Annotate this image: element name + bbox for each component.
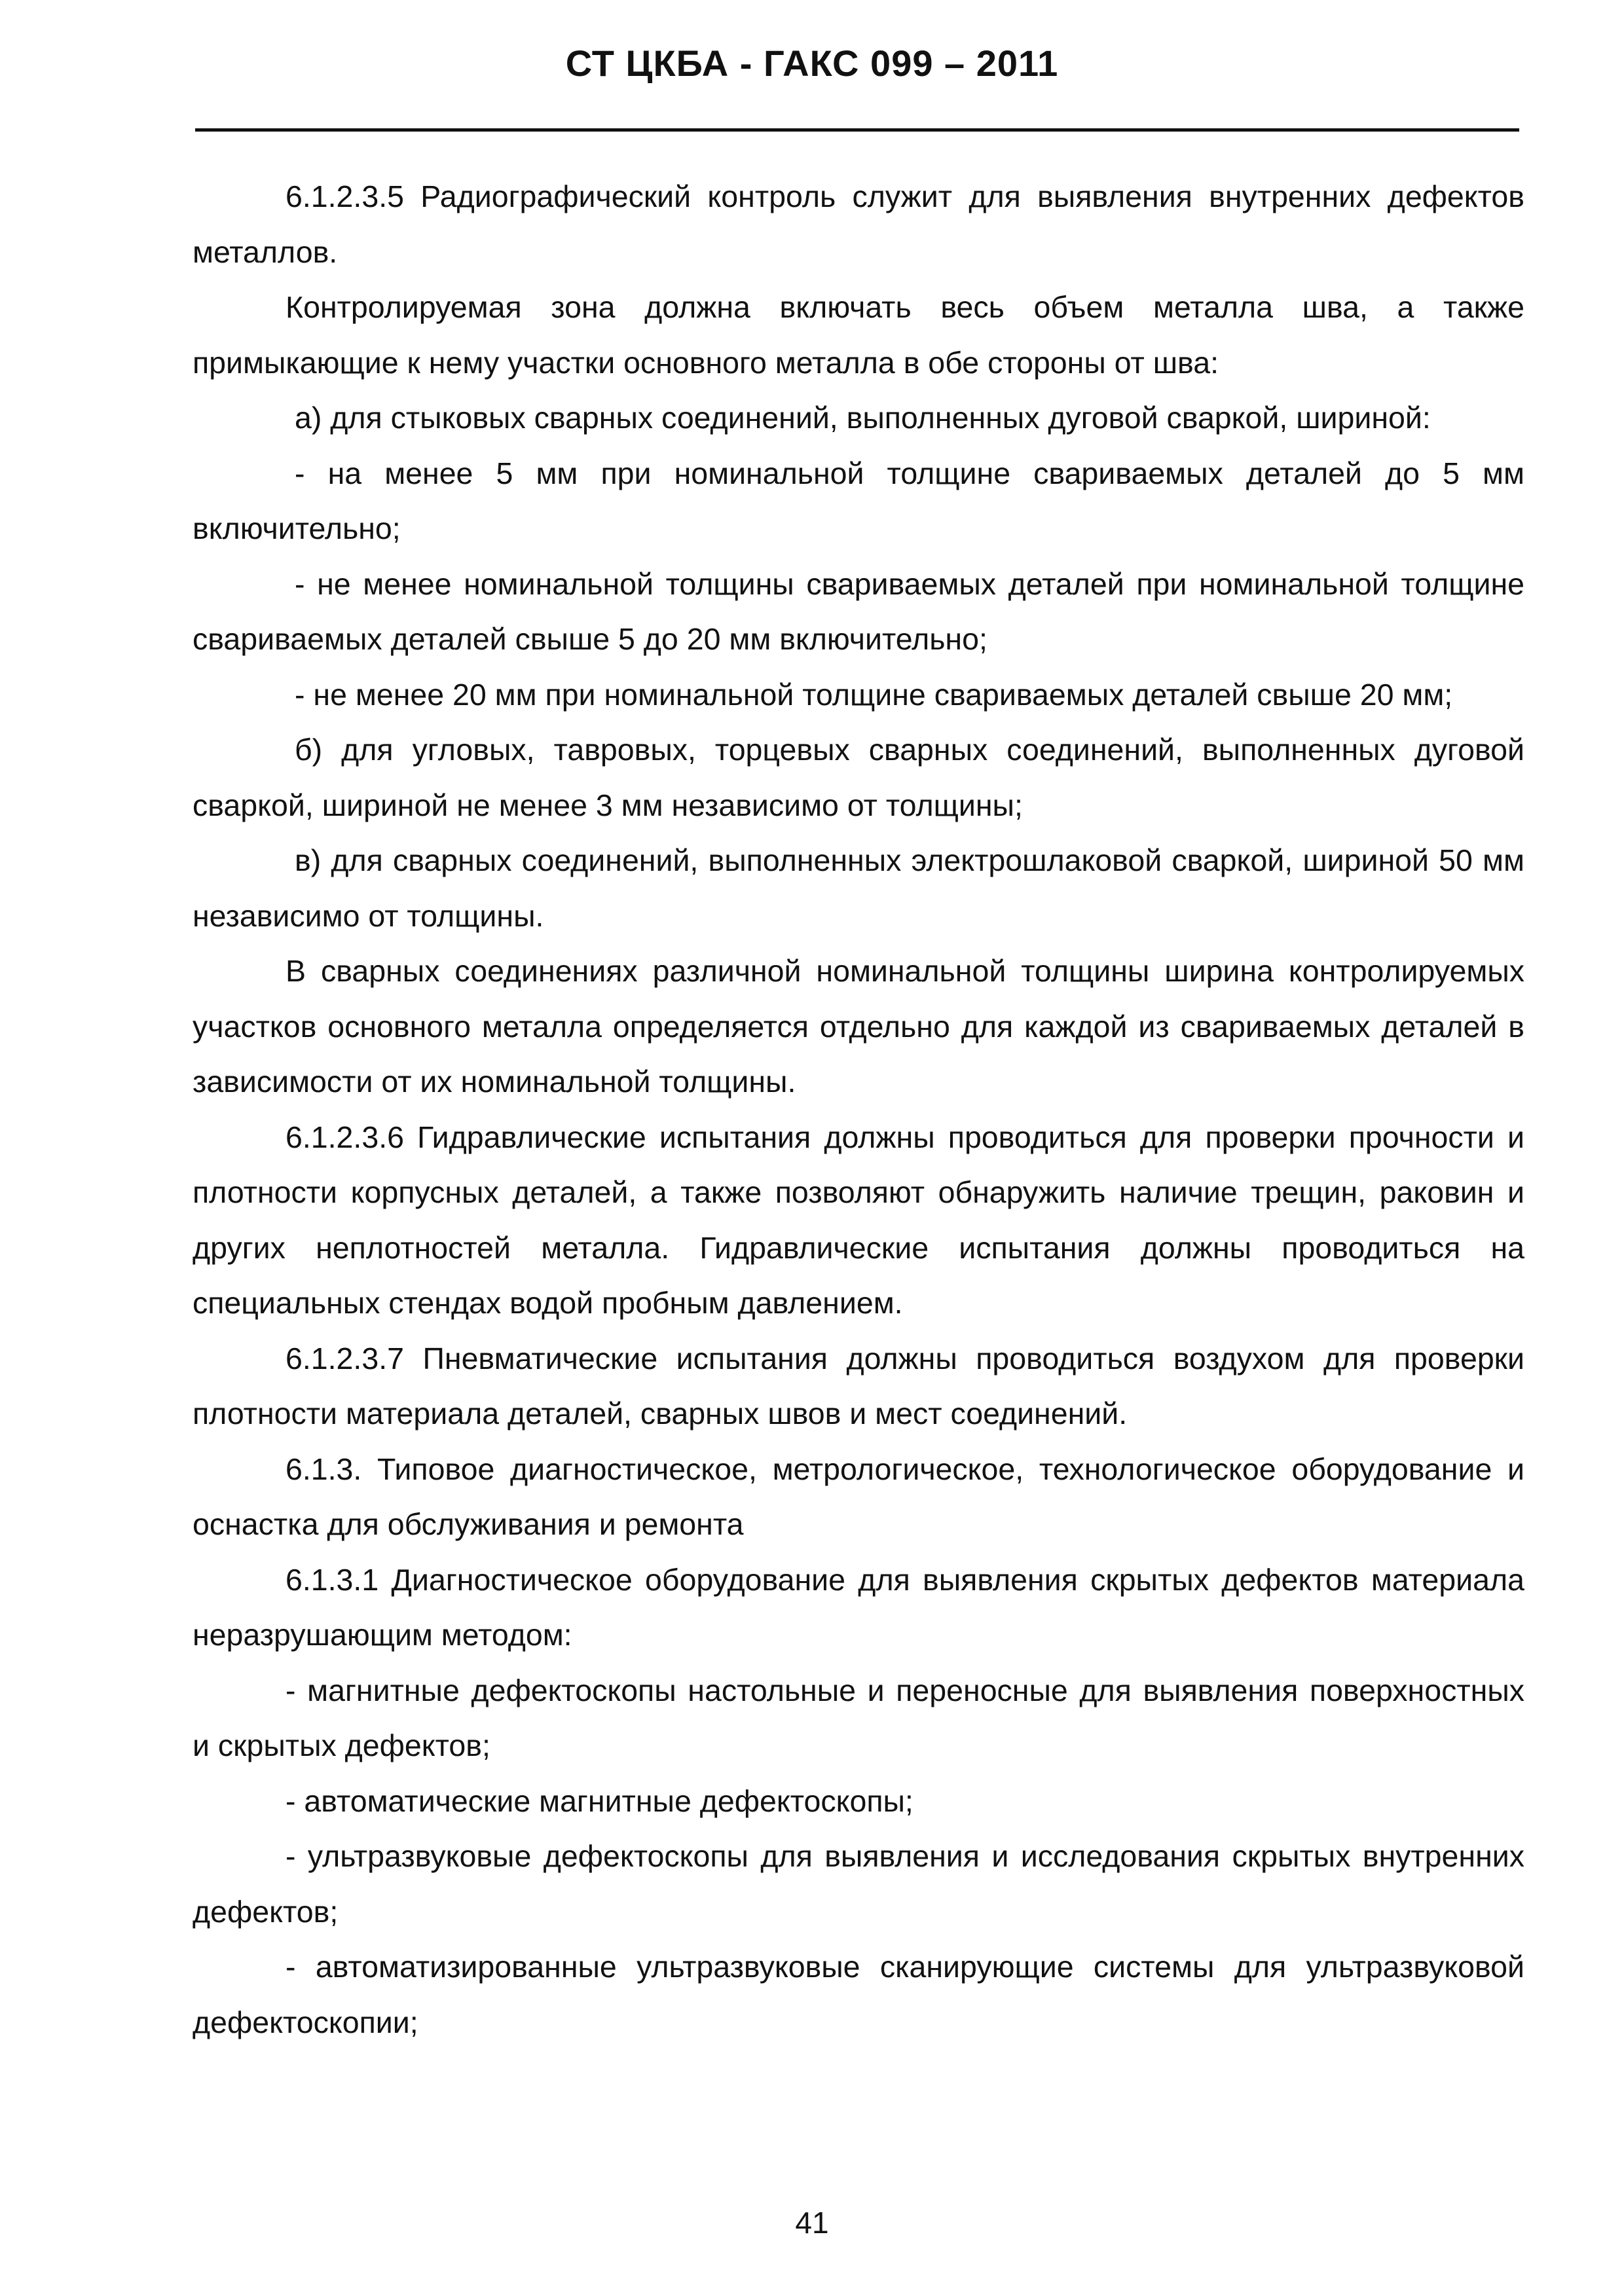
list-item-dash-up-to-5mm: - на менее 5 мм при номинальной толщине свариваемых деталей до 5 мм включительно; [193, 456, 1524, 545]
paragraph-6-1-2-3-5: 6.1.2.3.5 Радиографический контроль служит для выявления внутренних дефектов металлов. [193, 179, 1524, 269]
list-item-dash-5-to-20mm: - не менее номинальной толщины свариваемых деталей при номинальной толщине свариваемых деталей свыше 5 до 20 мм включительно; [193, 566, 1524, 656]
document-body [193, 169, 1524, 2050]
header-divider [195, 128, 1519, 132]
list-item-automatic-magnetic: - автоматические магнитные дефектоскопы; [286, 1783, 913, 1818]
list-item-magnetic-flaw-detectors: - магнитные дефектоскопы настольные и переносные для выявления поверхностных и скрытых дефектов; [193, 1673, 1524, 1762]
paragraph-6-1-2-3-6: 6.1.2.3.6 Гидравлические испытания должны проводиться для проверки прочности и плотности корпусных деталей, а также позволяют обнаружить наличие трещин, раковин и других неплотностей металла. Гидравлические испытания должны проводиться на специальных стендах водой пробным давлением. [193, 1120, 1524, 1320]
paragraph-different-thickness: В сварных соединениях различной номинальной толщины ширина контролируемых участков основного металла определяется отдельно для каждой из свариваемых деталей в зависимости от их номинальной толщины. [193, 954, 1524, 1099]
page-number: 41 [795, 2206, 829, 2240]
list-item-ultrasonic-flaw-detectors: - ультразвуковые дефектоскопы для выявления и исследования скрытых внутренних дефектов; [193, 1839, 1524, 1929]
list-item-a-butt-joints: а) для стыковых сварных соединений, выполненных дуговой сваркой, шириной: [295, 401, 1431, 435]
list-item-v-electroslag: в) для сварных соединений, выполненных электрошлаковой сваркой, шириной 50 мм независимо от толщины. [193, 843, 1524, 933]
paragraph-6-1-3: 6.1.3. Типовое диагностическое, метрологическое, технологическое оборудование и оснастка для обслуживания и ремонта [193, 1451, 1524, 1541]
list-item-b-fillet-joints: б) для угловых, тавровых, торцевых сварных соединений, выполненных дуговой сваркой, шириной не менее 3 мм независимо от толщины; [193, 733, 1524, 822]
page-header-title: СТ ЦКБА - ГАКС 099 – 2011 [565, 43, 1059, 84]
paragraph-6-1-2-3-7: 6.1.2.3.7 Пневматические испытания должны проводиться воздухом для проверки плотности материала деталей, сварных швов и мест соединений. [193, 1341, 1524, 1430]
list-item-ultrasonic-scanning-systems: - автоматизированные ультразвуковые сканирующие системы для ультразвуковой дефектоскопии; [193, 1950, 1524, 2039]
paragraph-6-1-3-1: 6.1.3.1 Диагностическое оборудование для выявления скрытых дефектов материала неразрушающим методом: [193, 1562, 1524, 1652]
paragraph-control-zone: Контролируемая зона должна включать весь объем металла шва, а также примыкающие к нему участки основного металла в обе стороны от шва: [193, 290, 1524, 380]
list-item-dash-over-20mm: - не менее 20 мм при номинальной толщине свариваемых деталей свыше 20 мм; [295, 677, 1453, 712]
